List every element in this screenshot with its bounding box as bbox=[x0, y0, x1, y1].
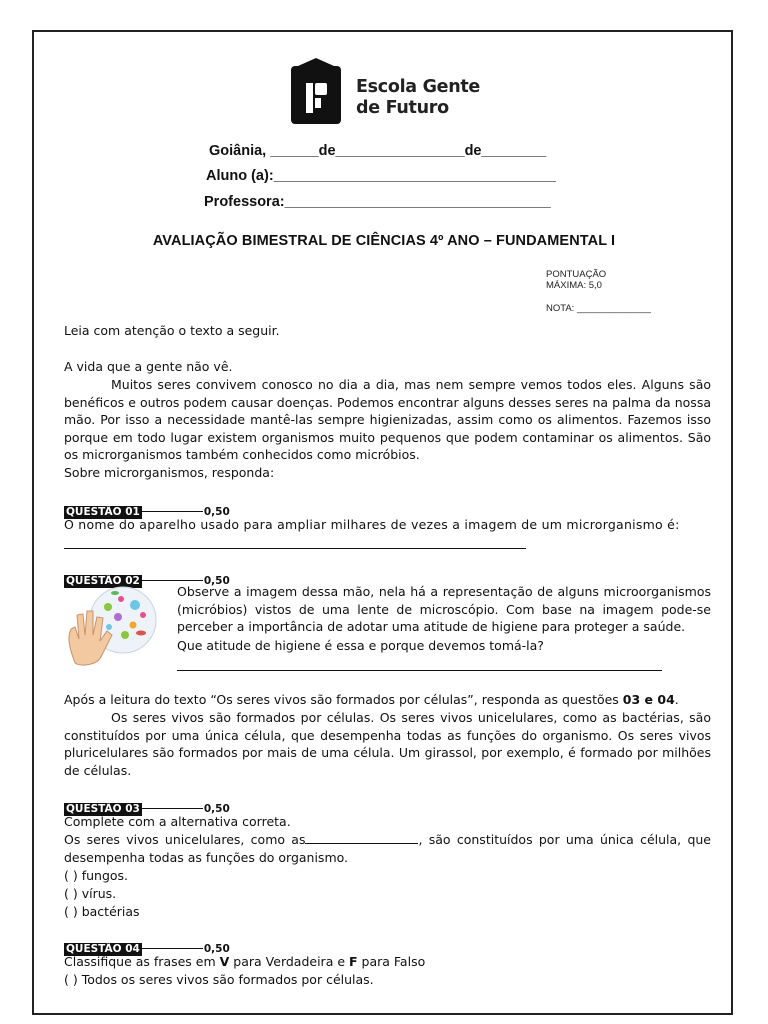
question-03-sentence: Os seres vivos unicelulares, como as , são constituídos por uma única célula, que desempenha todas as funções do organismo. bbox=[64, 832, 711, 865]
student-name-field[interactable]: Aluno (a):___________________________________ bbox=[206, 168, 556, 184]
max-score bbox=[546, 269, 606, 291]
school-logo-icon bbox=[290, 57, 342, 125]
hand-microbes-image bbox=[63, 585, 159, 667]
question-02-label: QUESTÃO 02 bbox=[66, 575, 140, 587]
text2-body: Os seres vivos são formados por células. Os seres vivos unicelulares, como as bactérias, são constituídos por uma única célula, que desempenha todas as funções do organismo. Os seres vivos pluricelulares são formados por mais de uma célula. Um girassol, por exemplo, é formado por milhões de células. bbox=[64, 710, 711, 778]
text1-body: Muitos seres convivem conosco no dia a dia, mas nem sempre vemos todos eles. Alguns são benéficos e outros podem causar doenças. Podemos encontrar alguns desses seres na palma da nossa mão. Por isso a necessidade mantê-las sempre higienizadas, assim como os alimentos. Fazemos isso porque em todo lugar existem organismos muito pequenos que podem contaminar os alimentos. São os microrganismos também conhecidos como micróbios. bbox=[64, 377, 711, 462]
question-01-text: O nome do aparelho usado para ampliar milhares de vezes a imagem de um microrganismo é: bbox=[64, 517, 680, 532]
school-name-line2: de Futuro bbox=[356, 98, 449, 118]
question-02-text: Observe a imagem dessa mão, nela há a representação de alguns microorganismos (micróbios) vistos de uma lente de microscópio. Com base na imagem pode-se perceber a importância de adotar uma atitude de higiene para proteger a saúde. bbox=[177, 584, 711, 634]
question-04-item-1[interactable]: ( ) Todos os seres vivos são formados por células. bbox=[64, 972, 374, 987]
question-02-points: 0,50 bbox=[203, 575, 230, 587]
question-03-label: QUESTÃO 03 bbox=[66, 803, 140, 815]
question-01-answer-line[interactable] bbox=[64, 548, 526, 549]
school-name-line1: Escola Gente bbox=[356, 77, 480, 97]
exam-title: AVALIAÇÃO BIMESTRAL DE CIÊNCIAS 4º ANO – FUNDAMENTAL I bbox=[152, 233, 616, 249]
question-01-points: 0,50 bbox=[203, 506, 230, 518]
question-03-instruction: Complete com a alternativa correta. bbox=[64, 814, 291, 829]
question-04-points: 0,50 bbox=[203, 943, 230, 955]
intro-instruction: Leia com atenção o texto a seguir. bbox=[64, 323, 280, 338]
grade-field[interactable]: NOTA: ______________ bbox=[546, 303, 651, 314]
question-04-label: QUESTÃO 04 bbox=[66, 943, 140, 955]
question-01-label: QUESTÃO 01 bbox=[66, 506, 140, 518]
question-03-option-fungos[interactable]: ( ) fungos. bbox=[64, 868, 129, 883]
text1-prompt: Sobre microrganismos, responda: bbox=[64, 465, 275, 480]
school-name bbox=[356, 77, 480, 119]
teacher-name-field[interactable]: Professora:_________________________________ bbox=[204, 194, 551, 210]
max-score-value: MÁXIMA: 5,0 bbox=[546, 280, 602, 291]
question-04-instruction: Classifique as frases em V para Verdadeira e F para Falso bbox=[64, 954, 426, 969]
max-score-label: PONTUAÇÃO bbox=[546, 269, 607, 280]
text1-title: A vida que a gente não vê. bbox=[64, 359, 233, 374]
question-03-blank[interactable] bbox=[305, 831, 418, 844]
question-02-answer-line[interactable] bbox=[177, 670, 662, 671]
city-date-field[interactable]: Goiânia, ______de________________de________ bbox=[209, 143, 547, 159]
question-02-question: Que atitude de higiene é essa e porque devemos tomá-la? bbox=[177, 638, 544, 653]
text2-intro: Após a leitura do texto “Os seres vivos são formados por células”, responda as questões 03 e 04. bbox=[64, 692, 679, 707]
question-03-points: 0,50 bbox=[203, 803, 230, 815]
question-03-option-bacterias[interactable]: ( ) bactérias bbox=[64, 904, 140, 919]
question-03-option-virus[interactable]: ( ) vírus. bbox=[64, 886, 117, 901]
